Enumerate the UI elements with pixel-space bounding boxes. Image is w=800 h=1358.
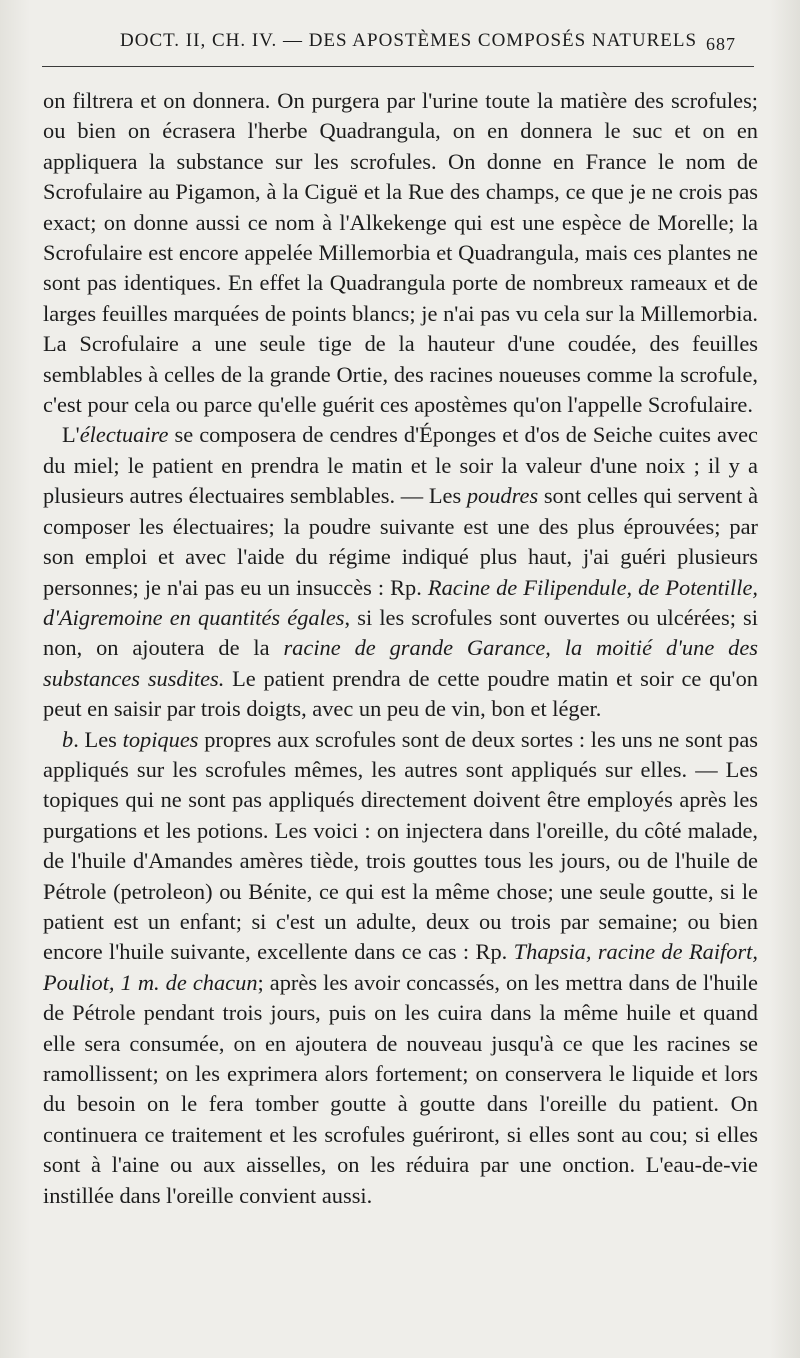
body-text <box>43 86 758 1211</box>
text-run: on filtrera et on donnera. On purgera par l'urine toute la matière des scrofules; ou bien on écrasera l'herbe Quadrangula, on en donnera le suc et on en appliquera la substance sur les scrofules. On donne en France le nom de Scrofulaire au Pigamon, à la Ciguë et la Rue des champs, ce que je ne crois pas exact; on donne aussi ce nom à l'Alkekenge qui est une espèce de Morelle; la Scrofulaire est encore appelée Millemorbia et Quadrangula, mais ces plantes ne sont pas identiques. En effet la Quadrangula porte de nombreux rameaux et de larges feuilles marquées de points blancs; je n'ai pas vu cela sur la Millemorbia. La Scrofulaire a une seule tige de la hauteur d'une coudée, des feuilles semblables à celles de la grande Ortie, des racines noueuses comme la scrofule, c'est pour cela ou parce qu'elle guérit ces apostèmes qu'on l'appelle Scrofulaire. <box>43 88 758 418</box>
paragraph <box>43 725 758 1212</box>
italic-run: b <box>62 726 74 752</box>
text-run: , si les scrofules sont ouvertes ou ulcérées; si non, on ajoutera de la <box>43 604 758 661</box>
italic-run: électuaire <box>79 422 169 448</box>
text-run: L' <box>62 422 80 448</box>
text-run: sont celles qui servent à composer les électuaires; la poudre suivante est une des plus éprouvées; par son emploi et avec l'aide du régime indiqué plus haut, j'ai guéri plusieurs personnes; je n'ai pas eu un insuccès : Rp. <box>43 483 759 600</box>
text-run: propres aux scrofules sont de deux sortes : les uns ne sont pas appliqués sur les scrofules mêmes, les autres sont appliqués sur elles. — Les topiques qui ne sont pas appliqués directement doivent être employés après les purgations et les potions. Les voici : on injectera dans l'oreille, du côté malade, de l'huile d'Amandes amères tiède, trois gouttes tous les jours, ou de l'huile de Pétrole (petroleon) ou Bénite, ce qui est la même chose; une seule goutte, si le patient est un enfant; si c'est un adulte, deux ou trois par semaine; ou bien encore l'huile suivante, excellente dans ce cas : Rp. <box>43 726 758 965</box>
paragraph <box>43 420 758 724</box>
header-rule <box>42 66 754 67</box>
text-run: . Les <box>73 726 123 752</box>
italic-run: poudres <box>466 483 539 509</box>
text-run: ; après les avoir concassés, on les mettra dans de l'huile de Pétrole pendant trois jours, puis on les cuira dans la même huile et quand elle sera consumée, on en ajoutera de nouveau jusqu'à ce que les racines se ramollissent; on les exprimera alors fortement; on conservera le liquide et lors du besoin on le fera tomber goutte à goutte dans l'oreille du patient. On continuera ce traitement et les scrofules guériront, si elles sont au cou; si elles sont à l'aine ou aux aisselles, on les réduira par une onction. L'eau-de-vie instillée dans l'oreille convient aussi. <box>43 969 758 1208</box>
italic-run: topiques <box>122 726 199 752</box>
text-run: se composera de cendres d'Éponges et d'os de Seiche cuites avec du miel; le patient en prendra le matin et le soir la valeur d'une noix ; il y a plusieurs autres électuaires semblables. — Les <box>43 422 758 509</box>
italic-run: Racine de Filipendule, de Potentille, d'Aigremoine en quantités égales <box>43 574 758 630</box>
page-number: 687 <box>706 34 736 54</box>
italic-run: Thapsia, racine de Raifort, Pouliot, 1 m. de chacun <box>43 939 759 995</box>
text-run: Le patient prendra de cette poudre matin et soir ce qu'on peut en saisir par trois doigts, avec un peu de vin, bon et léger. <box>43 665 758 722</box>
running-head: DOCT. II, CH. IV. — DES APOSTÈMES COMPOSÉS NATURELS <box>120 30 698 51</box>
page-header <box>40 24 752 64</box>
paragraph <box>43 86 758 420</box>
italic-run: racine de grande Garance, la moitié d'une des substances susdites. <box>43 635 759 691</box>
